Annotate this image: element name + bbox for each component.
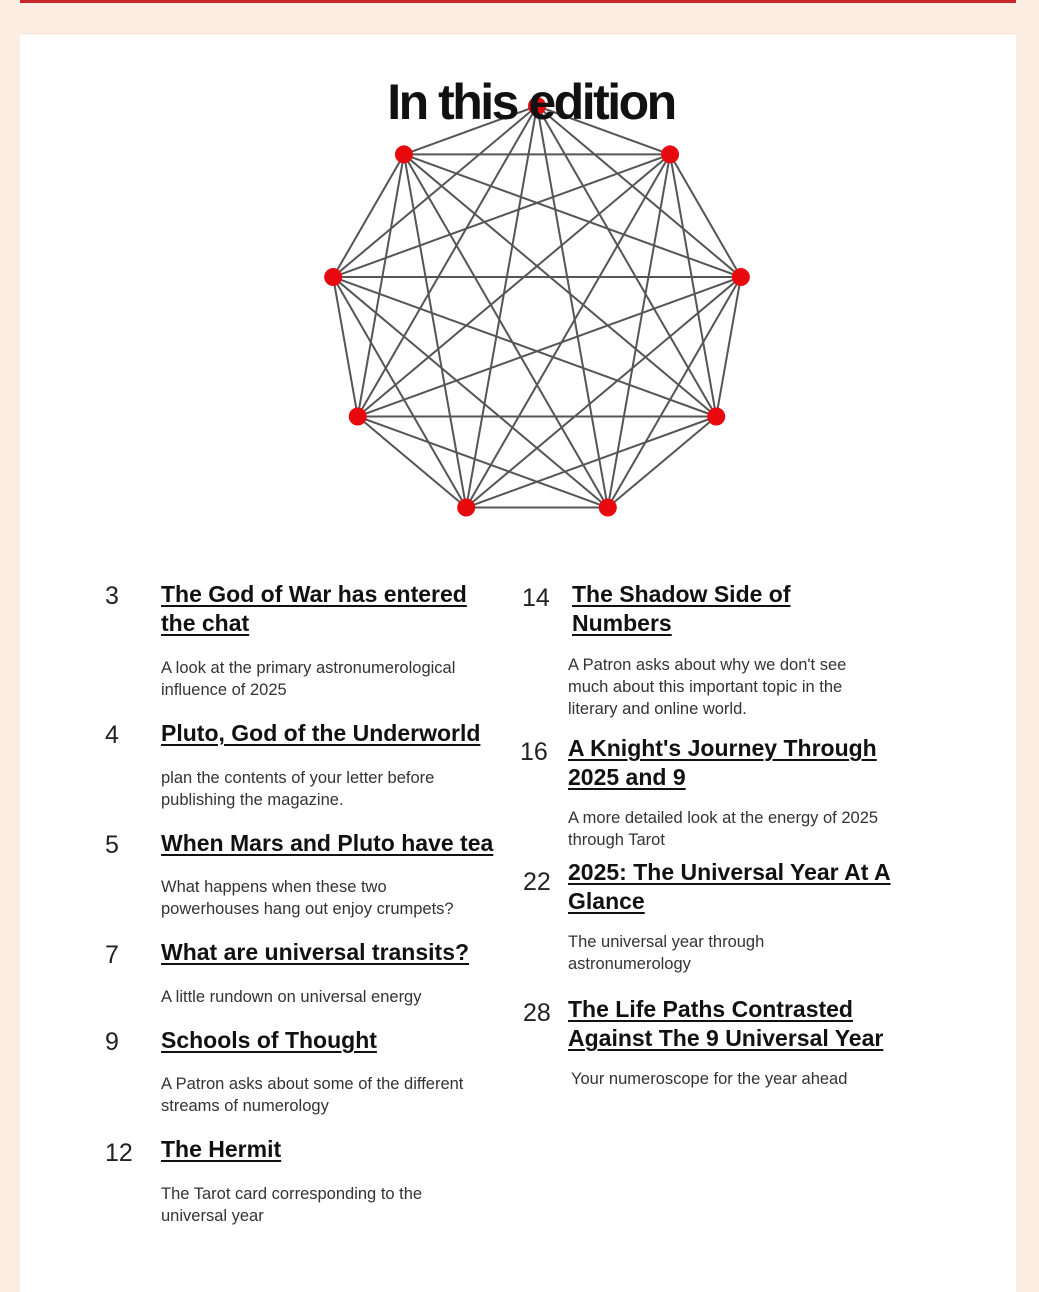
page-number: 5: [105, 831, 119, 859]
article-description: A Patron asks about some of the different streams of numerology: [161, 1075, 464, 1115]
graph-edge: [404, 154, 741, 277]
page-number: 16: [520, 738, 548, 766]
page-title: In this edition: [387, 74, 675, 130]
graph-edge: [466, 277, 741, 507]
article-link[interactable]: The Hermit: [161, 1136, 282, 1162]
page-number: 9: [105, 1028, 119, 1056]
article-description: The universal year through astronumerology: [568, 933, 765, 973]
article-description: Your numeroscope for the year ahead: [571, 1070, 848, 1088]
page-number: 12: [105, 1139, 133, 1167]
article-link[interactable]: A Knight's Journey Through 2025 and 9: [568, 735, 877, 790]
graph-edge: [608, 417, 716, 508]
graph-node: [661, 145, 679, 163]
page-number: 28: [523, 999, 551, 1027]
article-link[interactable]: The Shadow Side of Numbers: [572, 581, 791, 636]
graph-node: [395, 145, 413, 163]
article-description: What happens when these two powerhouses hang out enjoy crumpets?: [161, 878, 454, 918]
article-description: A look at the primary astronumerological influence of 2025: [161, 659, 456, 699]
graph-node: [349, 408, 367, 426]
graph-node: [707, 408, 725, 426]
article-link[interactable]: When Mars and Pluto have tea: [161, 830, 494, 856]
graph-node: [457, 499, 475, 517]
graph-node: [599, 499, 617, 517]
article-description: A Patron asks about why we don't see much about this important topic in the literary and online world.: [568, 656, 847, 718]
article-link[interactable]: What are universal transits?: [161, 939, 470, 965]
article-description: plan the contents of your letter before publishing the magazine.: [161, 769, 435, 809]
graph-edge: [358, 417, 466, 508]
article-link[interactable]: 2025: The Universal Year At A Glance: [568, 859, 891, 914]
graph-node: [324, 268, 342, 286]
page-number: 3: [105, 582, 119, 610]
article-link[interactable]: The Life Paths Contrasted Against The 9 Universal Year: [568, 996, 884, 1051]
graph-edge: [333, 277, 608, 507]
page-number: 22: [523, 868, 551, 896]
article-description: A more detailed look at the energy of 2025 through Tarot: [568, 809, 879, 849]
graph-edge: [333, 154, 670, 277]
article-description: The Tarot card corresponding to the universal year: [161, 1185, 423, 1225]
article-link[interactable]: The God of War has entered the chat: [161, 581, 467, 636]
article-description: A little rundown on universal energy: [161, 988, 422, 1006]
page-number: 7: [105, 941, 119, 969]
page-number: 14: [522, 584, 550, 612]
article-link[interactable]: Schools of Thought: [161, 1027, 377, 1053]
article-link[interactable]: Pluto, God of the Underworld: [161, 720, 481, 746]
page-number: 4: [105, 721, 119, 749]
graph-node: [732, 268, 750, 286]
